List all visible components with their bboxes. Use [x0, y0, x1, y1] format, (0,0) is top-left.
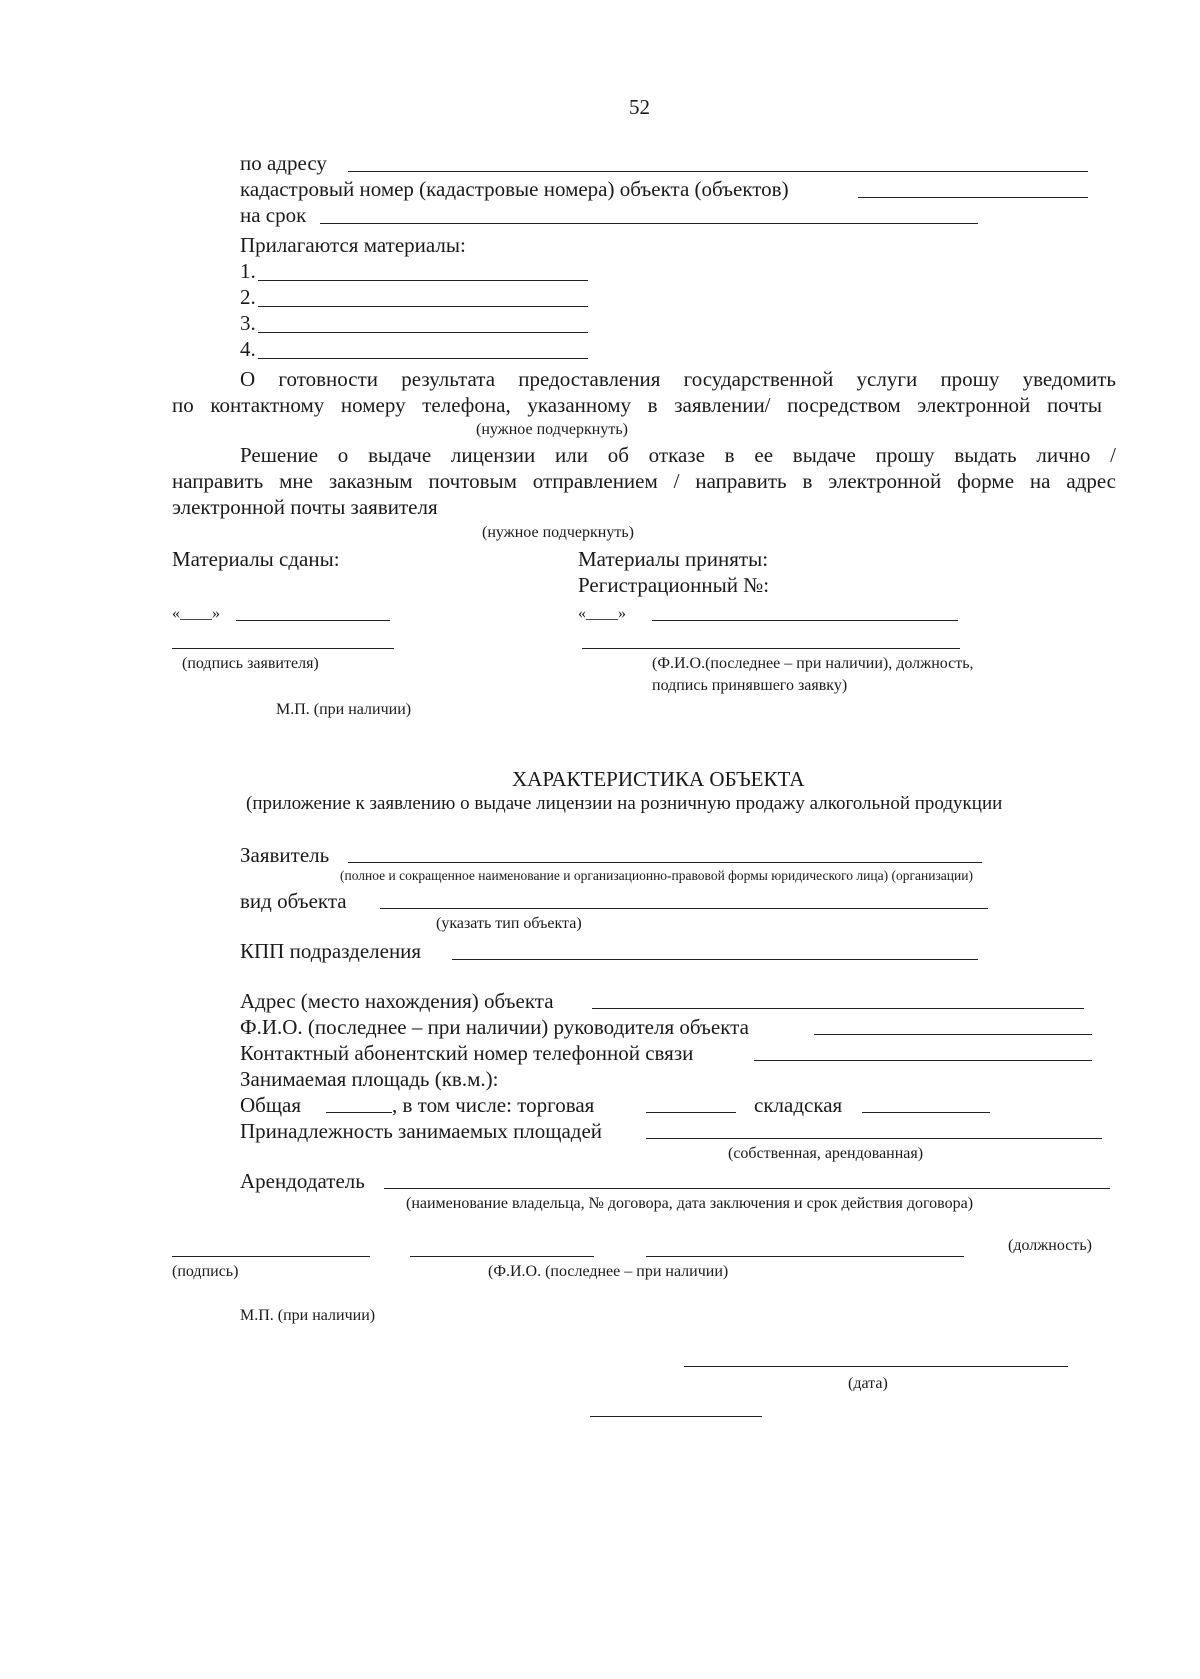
receiver-signature-hint-1: (Ф.И.О.(последнее – при наличии), должность, [652, 655, 974, 672]
term-label: на срок [240, 203, 307, 227]
attached-label: Прилагаются материалы: [240, 233, 466, 257]
date-left: «____» [172, 605, 220, 622]
ownership-line[interactable] [646, 1138, 1102, 1139]
manager-line[interactable] [814, 1034, 1092, 1035]
decision-hint: (нужное подчеркнуть) [482, 524, 634, 541]
object-type-line[interactable] [380, 908, 988, 909]
area-total-label: Общая [240, 1093, 302, 1117]
date-right-line[interactable] [652, 620, 958, 621]
stamp-1: М.П. (при наличии) [276, 701, 412, 718]
page-number: 52 [629, 95, 650, 119]
manager-label: Ф.И.О. (последнее – при наличии) руководителя объекта [240, 1015, 749, 1039]
kpp-line[interactable] [452, 959, 978, 960]
decision-line-3: электронной почты заявителя [172, 495, 438, 519]
date-line[interactable] [684, 1366, 1068, 1367]
registration-number: Регистрационный №: [578, 573, 770, 597]
signature-hint: (подпись) [172, 1263, 239, 1280]
notify-line-2: по контактному номеру телефона, указанному в заявлении/ посредством электронной почты [172, 393, 1102, 417]
notify-line-1: О готовности результата предоставления государственной услуги прошу уведомить [240, 367, 1116, 391]
date-right: «____» [578, 605, 626, 622]
item-4: 4. [240, 337, 256, 361]
lessor-line[interactable] [384, 1188, 1110, 1189]
object-type-hint: (указать тип объекта) [436, 915, 582, 932]
position-hint: (должность) [1008, 1237, 1092, 1254]
materials-accepted: Материалы приняты: [578, 547, 769, 571]
item-1: 1. [240, 259, 256, 283]
receiver-signature-line[interactable] [582, 648, 960, 649]
item-3-line[interactable] [258, 332, 588, 333]
applicant-label: Заявитель [240, 843, 330, 867]
position-line[interactable] [646, 1256, 964, 1257]
fio-hint: (Ф.И.О. (последнее – при наличии) [488, 1263, 729, 1280]
ownership-label: Принадлежность занимаемых площадей [240, 1119, 603, 1143]
area-storage-line[interactable] [862, 1112, 990, 1113]
end-separator [590, 1416, 762, 1417]
applicant-line[interactable] [348, 862, 982, 863]
applicant-signature-line[interactable] [172, 648, 394, 649]
date-hint: (дата) [848, 1375, 888, 1392]
lessor-hint: (наименование владельца, № договора, дата заключения и срок действия договора) [406, 1195, 974, 1212]
date-left-line[interactable] [236, 620, 390, 621]
signature-line[interactable] [172, 1256, 370, 1257]
cadastral-line[interactable] [858, 197, 1088, 198]
fio-line[interactable] [410, 1256, 594, 1257]
lessor-label: Арендодатель [240, 1169, 365, 1193]
item-1-line[interactable] [258, 280, 588, 281]
address-object-label: Адрес (место нахождения) объекта [240, 989, 554, 1013]
cadastral-label: кадастровый номер (кадастровые номера) объекта (объектов) [240, 177, 789, 201]
ownership-hint: (собственная, арендованная) [728, 1145, 924, 1162]
materials-submitted: Материалы сданы: [172, 547, 340, 571]
area-incl-label: , в том числе: торговая [392, 1093, 595, 1117]
item-4-line[interactable] [258, 358, 588, 359]
item-2: 2. [240, 285, 256, 309]
address-label: по адресу [240, 151, 327, 175]
characteristic-subtitle: (приложение к заявлению о выдаче лицензии на розничную продажу алкогольной продукции [246, 793, 1003, 814]
characteristic-title: ХАРАКТЕРИСТИКА ОБЪЕКТА [512, 767, 805, 791]
term-line[interactable] [320, 223, 978, 224]
kpp-label: КПП подразделения [240, 939, 422, 963]
decision-line-2: направить мне заказным почтовым отправлением / направить в электронной форме на адрес [172, 469, 1116, 493]
notify-hint: (нужное подчеркнуть) [476, 421, 628, 438]
item-3: 3. [240, 311, 256, 335]
applicant-signature-hint: (подпись заявителя) [182, 655, 319, 672]
applicant-hint: (полное и сокращенное наименование и организационно-правовой формы юридического лица) (организации) [340, 868, 973, 883]
area-storage-label: складская [754, 1093, 843, 1117]
receiver-signature-hint-2: подпись принявшего заявку) [652, 677, 848, 694]
address-line[interactable] [348, 171, 1088, 172]
stamp-2: М.П. (при наличии) [240, 1307, 376, 1324]
area-trade-line[interactable] [646, 1112, 736, 1113]
decision-line-1: Решение о выдаче лицензии или об отказе в ее выдаче прошу выдать лично / [240, 443, 1116, 467]
phone-line[interactable] [754, 1060, 1092, 1061]
item-2-line[interactable] [258, 306, 588, 307]
address-object-line[interactable] [592, 1008, 1084, 1009]
area-total-line[interactable] [326, 1112, 392, 1113]
phone-label: Контактный абонентский номер телефонной связи [240, 1041, 694, 1065]
object-type-label: вид объекта [240, 889, 347, 913]
area-label: Занимаемая площадь (кв.м.): [240, 1067, 499, 1091]
